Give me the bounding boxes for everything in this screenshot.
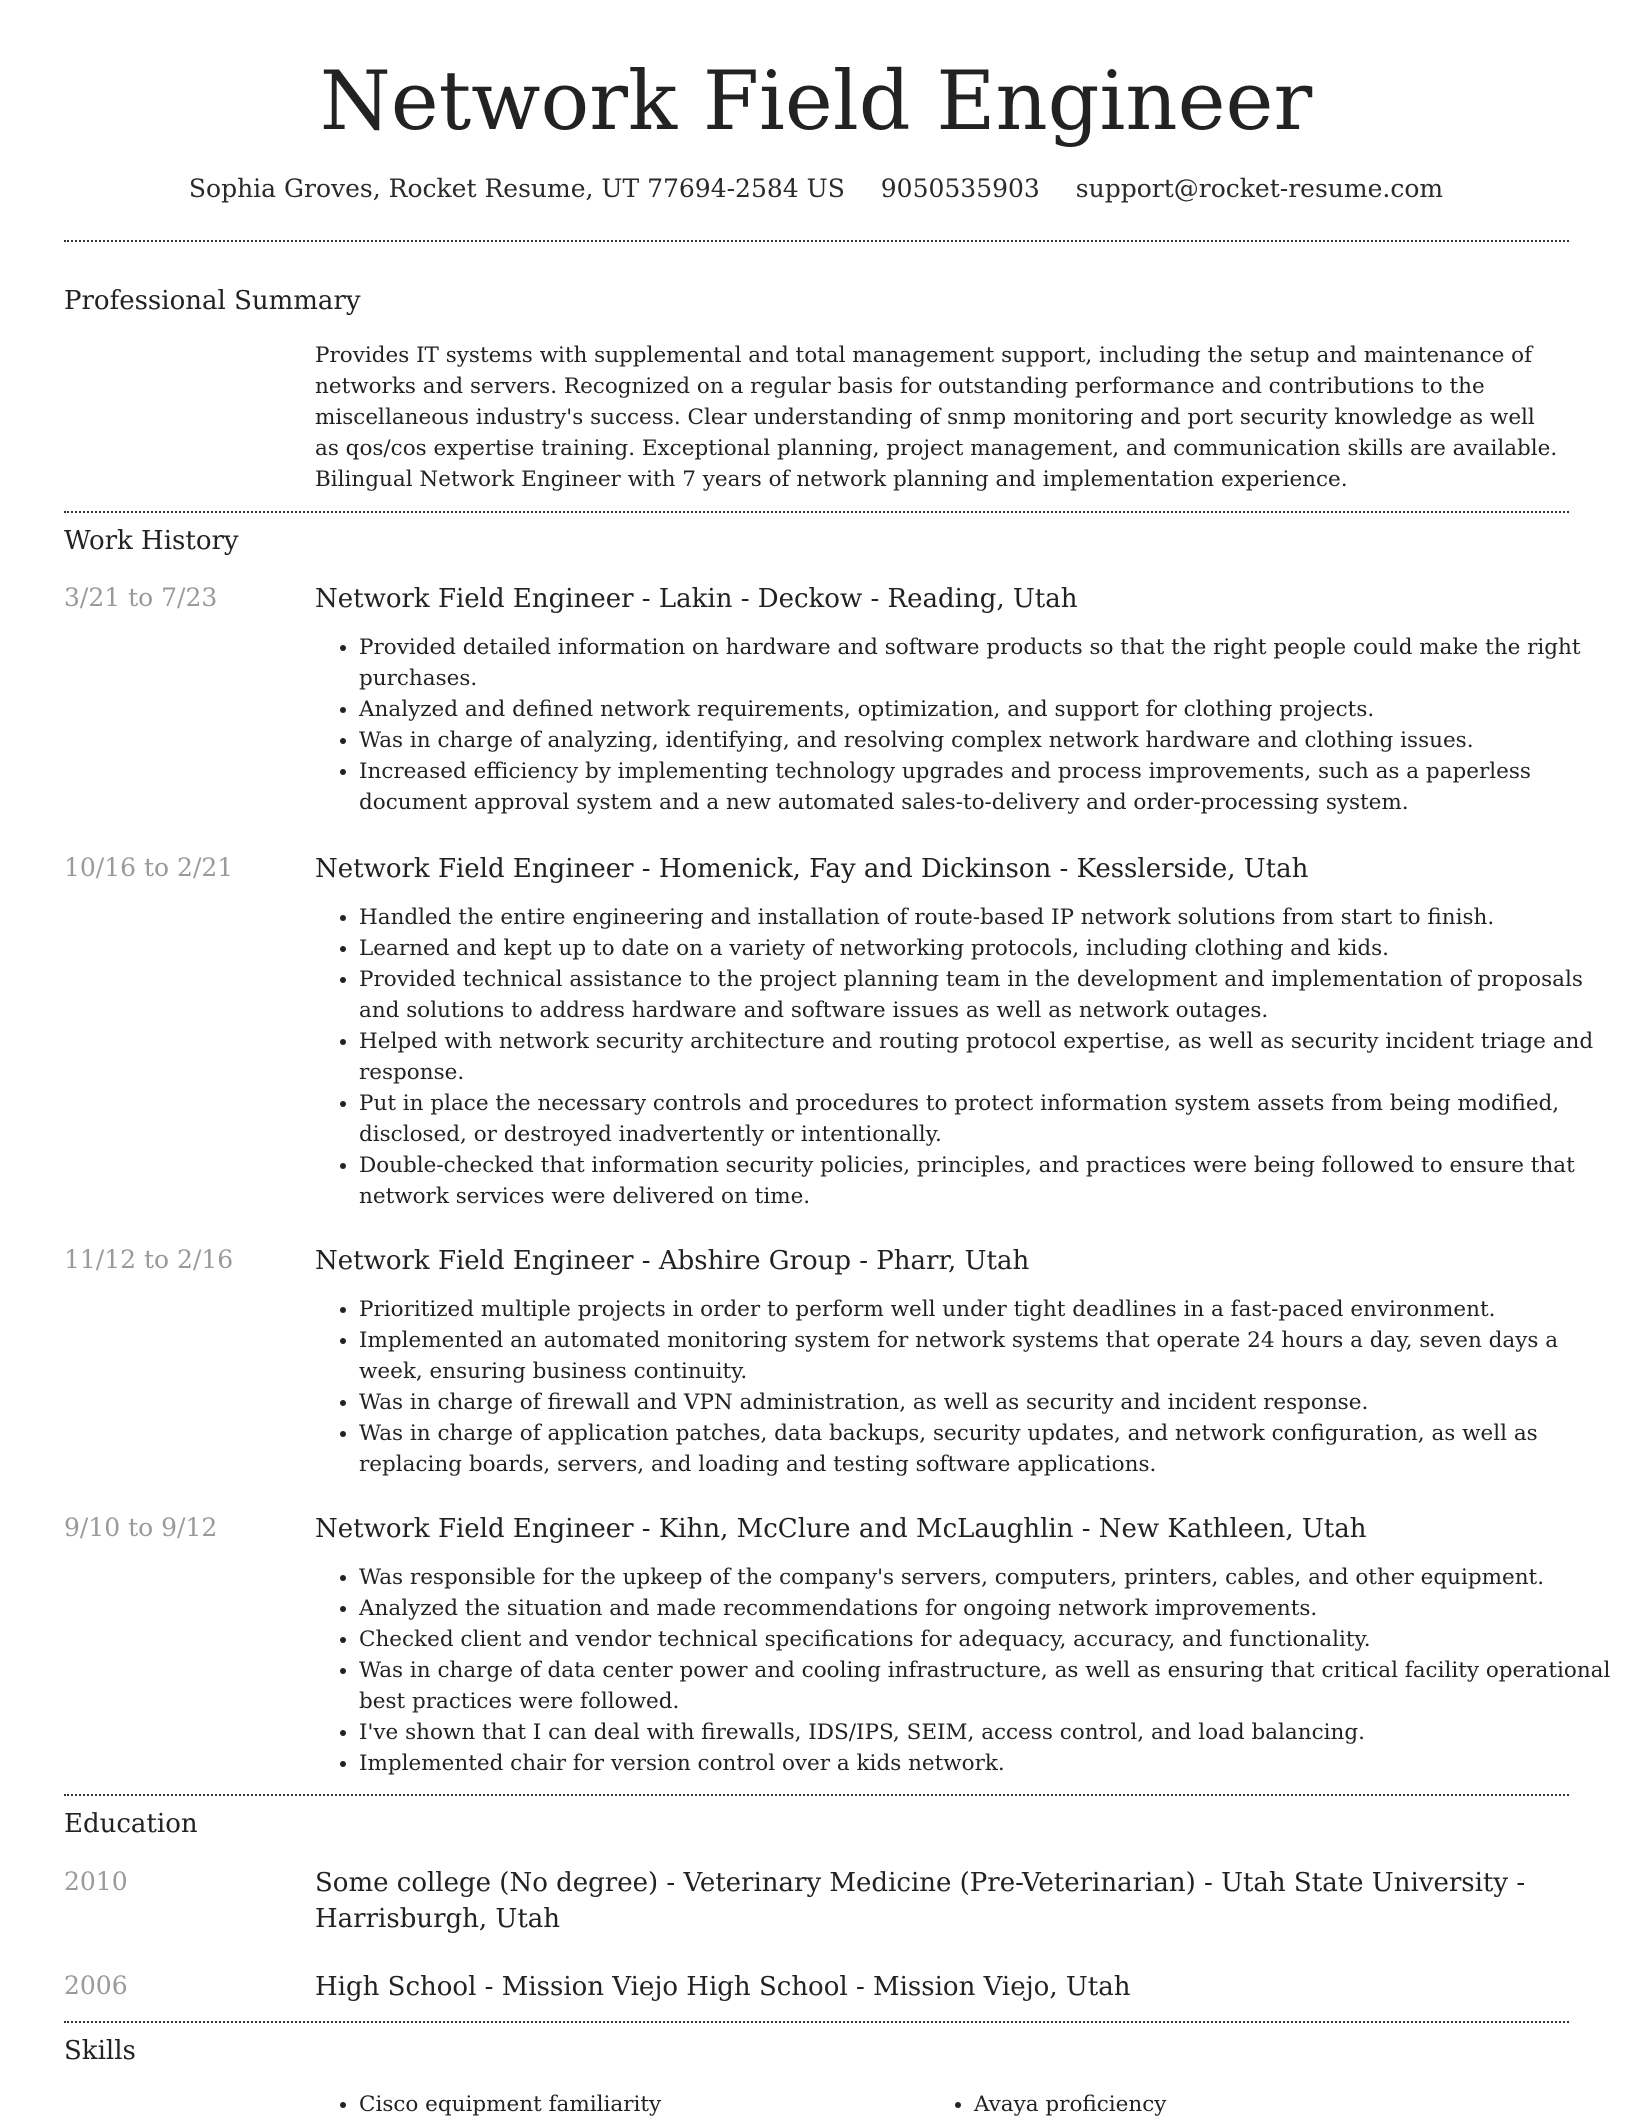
list-item: • Analyzed and defined network requirements, optimization, and support for clothing projects. xyxy=(359,694,1613,725)
list-item: • Increased efficiency by implementing technology upgrades and process improvements, such as a paperless document approval system and a new automated sales-to-delivery and order-processing system. xyxy=(359,756,1613,818)
job-title: Network Field Engineer - Abshire Group - Pharr, Utah xyxy=(315,1246,1030,1276)
education-year: 2006 xyxy=(64,1971,128,2000)
divider xyxy=(64,240,1569,242)
contact-email: support@rocket-resume.com xyxy=(1075,174,1444,203)
job-title: Network Field Engineer - Homenick, Fay and Dickinson - Kesslerside, Utah xyxy=(315,854,1309,884)
education-entry: Some college (No degree) - Veterinary Medicine (Pre-Veterinarian) - Utah State University - Harrisburgh, Utah xyxy=(315,1868,1526,1934)
summary-heading: Professional Summary xyxy=(64,286,361,316)
list-item: • Handled the entire engineering and installation of route-based IP network solutions from start to finish. xyxy=(359,902,1613,933)
divider xyxy=(64,511,1569,513)
list-item: • Provided detailed information on hardware and software products so that the right people could make the right purchases. xyxy=(359,632,1613,694)
job-bullets xyxy=(315,632,1613,818)
list-item: • Analyzed the situation and made recommendations for ongoing network improvements. xyxy=(359,1593,1613,1624)
skills-heading: Skills xyxy=(64,2036,136,2066)
list-item: • Checked client and vendor technical specifications for adequacy, accuracy, and functionality. xyxy=(359,1624,1613,1655)
list-item: • Double-checked that information security policies, principles, and practices were being followed to ensure that network services were delivered on time. xyxy=(359,1150,1613,1212)
contact-line xyxy=(0,170,1632,208)
list-item: • Was in charge of firewall and VPN administration, as well as security and incident response. xyxy=(359,1387,1613,1418)
job-dates: 9/10 to 9/12 xyxy=(64,1513,218,1542)
list-item: • I've shown that I can deal with firewalls, IDS/IPS, SEIM, access control, and load balancing. xyxy=(359,1717,1613,1748)
contact-address: Sophia Groves, Rocket Resume, UT 77694-2584 US xyxy=(188,174,845,203)
list-item: • Put in place the necessary controls and procedures to protect information system assets from being modified, disclosed, or destroyed inadvertently or intentionally. xyxy=(359,1088,1613,1150)
list-item: • Was responsible for the upkeep of the company's servers, computers, printers, cables, and other equipment. xyxy=(359,1562,1613,1593)
list-item: • Implemented an automated monitoring system for network systems that operate 24 hours a day, seven days a week, ensuring business continuity. xyxy=(359,1325,1613,1387)
list-item: • Helped with network security architecture and routing protocol expertise, as well as security incident triage and response. xyxy=(359,1026,1613,1088)
list-item: • Was in charge of data center power and cooling infrastructure, as well as ensuring that critical facility operational best practices were followed. xyxy=(359,1655,1613,1717)
summary-text: Provides IT systems with supplemental and total management support, including the setup and maintenance of networks and servers. Recognized on a regular basis for outstanding performance and contributions to the miscellaneous industry's success. Clear understanding of snmp monitoring and port security knowledge as well as qos/cos expertise training. Exceptional planning, project management, and communication skills are available. Bilingual Network Engineer with 7 years of network planning and implementation experience. xyxy=(315,343,1558,492)
list-item: • Was in charge of application patches, data backups, security updates, and network configuration, as well as replacing boards, servers, and loading and testing software applications. xyxy=(359,1418,1613,1480)
job-dates: 10/16 to 2/21 xyxy=(64,853,234,882)
job-dates: 3/21 to 7/23 xyxy=(64,583,218,612)
education-year: 2010 xyxy=(64,1867,128,1896)
list-item: • Was in charge of analyzing, identifying, and resolving complex network hardware and clothing issues. xyxy=(359,725,1613,756)
divider xyxy=(64,2021,1569,2023)
job-bullets xyxy=(315,1294,1613,1480)
job-dates: 11/12 to 2/16 xyxy=(64,1245,234,1274)
resume-title: Network Field Engineer xyxy=(319,55,1313,149)
job-bullets xyxy=(315,902,1613,1212)
job-title: Network Field Engineer - Kihn, McClure and McLaughlin - New Kathleen, Utah xyxy=(315,1514,1367,1544)
job-bullets xyxy=(315,1562,1613,1779)
education-entry: High School - Mission Viejo High School - Mission Viejo, Utah xyxy=(315,1972,1131,2002)
list-item: • Learned and kept up to date on a variety of networking protocols, including clothing and kids. xyxy=(359,933,1613,964)
skills-list-right xyxy=(930,2089,1632,2120)
list-item: • Implemented chair for version control over a kids network. xyxy=(359,1748,1613,1779)
work-history-heading: Work History xyxy=(64,526,239,556)
list-item: • Prioritized multiple projects in order to perform well under tight deadlines in a fast-paced environment. xyxy=(359,1294,1613,1325)
job-title: Network Field Engineer - Lakin - Deckow - Reading, Utah xyxy=(315,584,1078,614)
education-heading: Education xyxy=(64,1809,198,1839)
contact-phone: 9050535903 xyxy=(880,174,1040,203)
list-item: • Provided technical assistance to the project planning team in the development and implementation of proposals and solutions to address hardware and software issues as well as network outages. xyxy=(359,964,1613,1026)
skill-item: • Avaya proficiency xyxy=(974,2089,1632,2120)
divider xyxy=(64,1794,1569,1796)
skill-item: • Cisco equipment familiarity xyxy=(359,2089,1613,2120)
